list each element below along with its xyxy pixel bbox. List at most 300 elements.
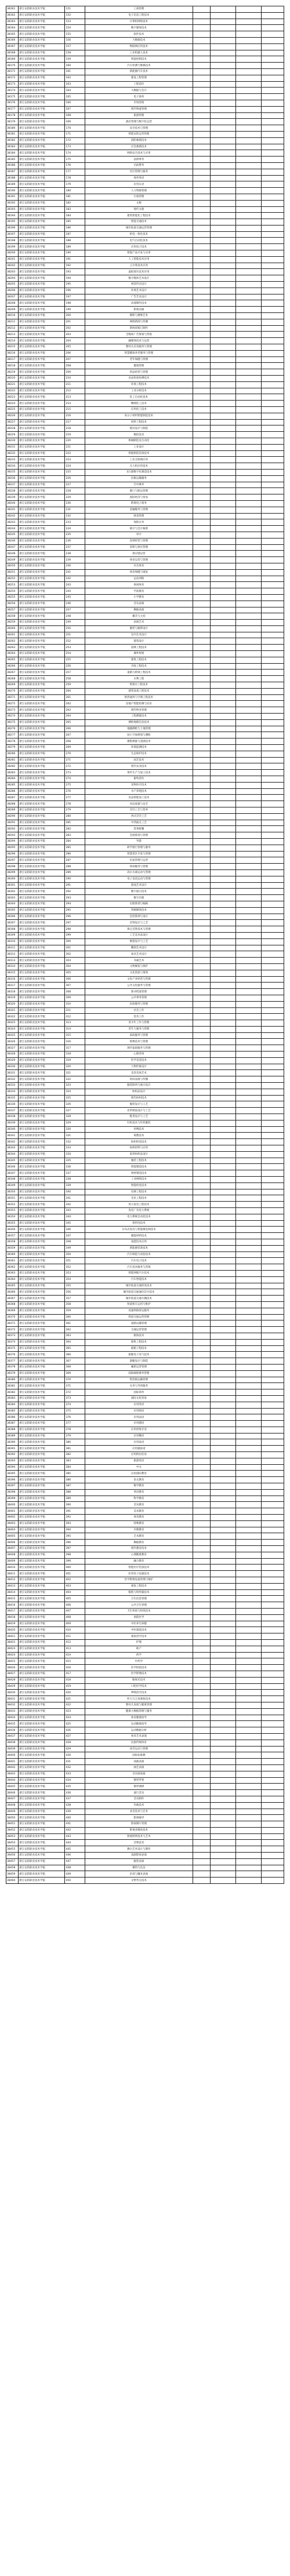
major-name-cell: 听力与言语康复技术 bbox=[85, 1696, 193, 1702]
major-code-cell: 281 bbox=[65, 820, 85, 826]
cutoff-score-cell bbox=[210, 1276, 235, 1283]
table-row bbox=[6, 726, 284, 732]
cutoff-score-cell bbox=[210, 19, 235, 25]
rank-cell bbox=[235, 6, 261, 13]
row-number-cell: 38324 bbox=[6, 1026, 19, 1032]
major-name-cell: 公共文化服务与管理 bbox=[85, 983, 193, 989]
row-number-cell: 38195 bbox=[6, 219, 19, 225]
row-number-cell: 38363 bbox=[6, 1270, 19, 1276]
major-code-cell: 155 bbox=[65, 31, 85, 38]
major-code-cell: 423 bbox=[65, 1708, 85, 1715]
remark-cell bbox=[261, 820, 284, 826]
major-name-cell: 应用英语 bbox=[85, 1402, 193, 1408]
remark-cell bbox=[261, 1759, 284, 1765]
cutoff-score-cell bbox=[210, 1658, 235, 1665]
major-code-cell: 389 bbox=[65, 1496, 85, 1502]
major-name-cell: 轮机工程技术 bbox=[85, 1339, 193, 1345]
remark-cell bbox=[261, 976, 284, 983]
cutoff-score-cell bbox=[210, 1583, 235, 1589]
institution-name-cell: 浙江安防职业技术学院 bbox=[19, 613, 65, 620]
plan-count-cell bbox=[193, 620, 210, 626]
major-code-cell: 424 bbox=[65, 1715, 85, 1721]
major-code-cell: 336 bbox=[65, 1164, 85, 1170]
table-row bbox=[6, 1170, 284, 1177]
plan-count-cell bbox=[193, 1496, 210, 1502]
plan-count-cell bbox=[193, 838, 210, 845]
major-name-cell: 智能制造技术 bbox=[85, 1164, 193, 1170]
table-row bbox=[6, 557, 284, 563]
rank-cell bbox=[235, 157, 261, 163]
institution-name-cell: 浙江安防职业技术学院 bbox=[19, 976, 65, 983]
rank-cell bbox=[235, 1245, 261, 1251]
table-row bbox=[6, 607, 284, 613]
plan-count-cell bbox=[193, 795, 210, 801]
table-row bbox=[6, 538, 284, 544]
institution-name-cell: 浙江安防职业技术学院 bbox=[19, 557, 65, 563]
row-number-cell: 38344 bbox=[6, 1151, 19, 1158]
rank-cell bbox=[235, 1721, 261, 1727]
plan-count-cell bbox=[193, 1752, 210, 1759]
table-row bbox=[6, 1289, 284, 1296]
cutoff-score-cell bbox=[210, 1677, 235, 1683]
plan-count-cell bbox=[193, 100, 210, 106]
plan-count-cell bbox=[193, 820, 210, 826]
major-code-cell: 320 bbox=[65, 1064, 85, 1070]
major-name-cell: 人物形象设计 bbox=[85, 1064, 193, 1070]
plan-count-cell bbox=[193, 607, 210, 613]
major-name-cell: 运动数据分析 bbox=[85, 1727, 193, 1734]
major-name-cell: 云计算技术应用 bbox=[85, 263, 193, 269]
table-row bbox=[6, 582, 284, 588]
remark-cell bbox=[261, 269, 284, 275]
remark-cell bbox=[261, 826, 284, 832]
cutoff-score-cell bbox=[210, 588, 235, 595]
major-code-cell: 156 bbox=[65, 37, 85, 43]
institution-name-cell: 浙江安防职业技术学院 bbox=[19, 1126, 65, 1133]
plan-count-cell bbox=[193, 325, 210, 332]
cutoff-score-cell bbox=[210, 594, 235, 601]
cutoff-score-cell bbox=[210, 1452, 235, 1458]
rank-cell bbox=[235, 588, 261, 595]
remark-cell bbox=[261, 1452, 284, 1458]
remark-cell bbox=[261, 1577, 284, 1584]
major-code-cell: 181 bbox=[65, 194, 85, 200]
rank-cell bbox=[235, 469, 261, 475]
institution-name-cell: 浙江安防职业技术学院 bbox=[19, 1533, 65, 1540]
cutoff-score-cell bbox=[210, 1646, 235, 1652]
remark-cell bbox=[261, 582, 284, 588]
remark-cell bbox=[261, 200, 284, 206]
row-number-cell: 38281 bbox=[6, 757, 19, 763]
table-row bbox=[6, 776, 284, 783]
plan-count-cell bbox=[193, 751, 210, 757]
major-code-cell: 285 bbox=[65, 845, 85, 851]
institution-name-cell: 浙江安防职业技术学院 bbox=[19, 864, 65, 870]
row-number-cell: 38304 bbox=[6, 901, 19, 907]
major-name-cell: 国际标准舞 bbox=[85, 1752, 193, 1759]
major-code-cell: 304 bbox=[65, 963, 85, 970]
table-row bbox=[6, 1589, 284, 1596]
table-row bbox=[6, 444, 284, 450]
major-name-cell: 文化创意与策划 bbox=[85, 970, 193, 976]
major-name-cell: 机电一体化技术 bbox=[85, 231, 193, 238]
row-number-cell: 38346 bbox=[6, 1164, 19, 1170]
row-number-cell: 38314 bbox=[6, 963, 19, 970]
major-code-cell: 214 bbox=[65, 401, 85, 407]
institution-name-cell: 浙江安防职业技术学院 bbox=[19, 75, 65, 81]
remark-cell bbox=[261, 1095, 284, 1101]
table-row bbox=[6, 1639, 284, 1646]
institution-name-cell: 浙江安防职业技术学院 bbox=[19, 1771, 65, 1777]
cutoff-score-cell bbox=[210, 670, 235, 676]
row-number-cell: 38381 bbox=[6, 1383, 19, 1389]
table-row bbox=[6, 1370, 284, 1377]
cutoff-score-cell bbox=[210, 1076, 235, 1083]
cutoff-score-cell bbox=[210, 1439, 235, 1446]
major-code-cell: 170 bbox=[65, 125, 85, 132]
major-name-cell: 工业互联网应用 bbox=[85, 457, 193, 463]
row-number-cell: 38173 bbox=[6, 81, 19, 88]
major-name-cell: 心理咨询 bbox=[85, 1051, 193, 1058]
major-name-cell: 集装箱运输管理 bbox=[85, 1377, 193, 1383]
major-code-cell: 190 bbox=[65, 250, 85, 257]
rank-cell bbox=[235, 1671, 261, 1677]
remark-cell bbox=[261, 1251, 284, 1258]
institution-name-cell: 浙江安防职业技术学院 bbox=[19, 1258, 65, 1264]
remark-cell bbox=[261, 363, 284, 369]
rank-cell bbox=[235, 325, 261, 332]
major-name-cell: 助产 bbox=[85, 1646, 193, 1652]
remark-cell bbox=[261, 169, 284, 175]
table-row bbox=[6, 1564, 284, 1571]
remark-cell bbox=[261, 263, 284, 269]
remark-cell bbox=[261, 1633, 284, 1640]
major-code-cell: 349 bbox=[65, 1245, 85, 1251]
major-name-cell: 陶瓷设计与工艺 bbox=[85, 938, 193, 945]
table-row bbox=[6, 1195, 284, 1202]
plan-count-cell bbox=[193, 81, 210, 88]
cutoff-score-cell bbox=[210, 325, 235, 332]
institution-name-cell: 浙江安防职业技术学院 bbox=[19, 1276, 65, 1283]
remark-cell bbox=[261, 1308, 284, 1314]
remark-cell bbox=[261, 1258, 284, 1264]
institution-name-cell: 浙江安防职业技术学院 bbox=[19, 307, 65, 313]
cutoff-score-cell bbox=[210, 1039, 235, 1045]
institution-name-cell: 浙江安防职业技术学院 bbox=[19, 1389, 65, 1396]
major-code-cell: 422 bbox=[65, 1702, 85, 1708]
row-number-cell: 38441 bbox=[6, 1759, 19, 1765]
major-code-cell: 260 bbox=[65, 688, 85, 694]
major-name-cell: 应急救援技术 bbox=[85, 144, 193, 150]
row-number-cell: 38176 bbox=[6, 100, 19, 106]
major-code-cell: 269 bbox=[65, 745, 85, 751]
major-name-cell: 铁道机车运用与维护 bbox=[85, 1301, 193, 1308]
major-name-cell: 新闻采编与制作 bbox=[85, 325, 193, 332]
institution-name-cell: 浙江安防职业技术学院 bbox=[19, 995, 65, 1001]
row-number-cell: 38223 bbox=[6, 394, 19, 401]
remark-cell bbox=[261, 369, 284, 376]
institution-name-cell: 浙江安防职业技术学院 bbox=[19, 1727, 65, 1734]
major-name-cell: 数学教育 bbox=[85, 1483, 193, 1490]
rank-cell bbox=[235, 1414, 261, 1421]
remark-cell bbox=[261, 682, 284, 689]
plan-count-cell bbox=[193, 238, 210, 244]
table-row bbox=[6, 1320, 284, 1327]
row-number-cell: 38362 bbox=[6, 1264, 19, 1271]
rank-cell bbox=[235, 181, 261, 188]
major-name-cell: 城乡规划 bbox=[85, 651, 193, 657]
institution-name-cell: 浙江安防职业技术学院 bbox=[19, 482, 65, 488]
cutoff-score-cell bbox=[210, 1233, 235, 1239]
remark-cell bbox=[261, 645, 284, 651]
table-row bbox=[6, 926, 284, 933]
major-code-cell: 323 bbox=[65, 1083, 85, 1089]
plan-count-cell bbox=[193, 1276, 210, 1283]
plan-count-cell bbox=[193, 162, 210, 169]
plan-count-cell bbox=[193, 557, 210, 563]
major-code-cell: 284 bbox=[65, 838, 85, 845]
rank-cell bbox=[235, 576, 261, 582]
remark-cell bbox=[261, 594, 284, 601]
major-code-cell: 438 bbox=[65, 1802, 85, 1809]
cutoff-score-cell bbox=[210, 544, 235, 551]
table-row bbox=[6, 194, 284, 200]
table-row bbox=[6, 1527, 284, 1533]
row-number-cell: 38290 bbox=[6, 813, 19, 820]
row-number-cell: 38268 bbox=[6, 676, 19, 682]
remark-cell bbox=[261, 1126, 284, 1133]
plan-count-cell bbox=[193, 989, 210, 995]
major-name-cell: 数控技术 bbox=[85, 432, 193, 438]
cutoff-score-cell bbox=[210, 1871, 235, 1878]
table-row bbox=[6, 1414, 284, 1421]
cutoff-score-cell bbox=[210, 625, 235, 632]
institution-name-cell: 浙江安防职业技术学院 bbox=[19, 1039, 65, 1045]
table-row bbox=[6, 1364, 284, 1370]
major-name-cell: 网络安全技术与应用 bbox=[85, 150, 193, 157]
institution-name-cell: 浙江安防职业技术学院 bbox=[19, 282, 65, 288]
rank-cell bbox=[235, 1283, 261, 1289]
cutoff-score-cell bbox=[210, 613, 235, 620]
major-code-cell: 234 bbox=[65, 526, 85, 532]
row-number-cell: 38299 bbox=[6, 869, 19, 876]
institution-name-cell: 浙江安防职业技术学院 bbox=[19, 31, 65, 38]
major-name-cell: 服装与服饰设计 bbox=[85, 625, 193, 632]
cutoff-score-cell bbox=[210, 895, 235, 901]
major-name-cell: 现代农业技术 bbox=[85, 763, 193, 770]
plan-count-cell bbox=[193, 1715, 210, 1721]
remark-cell bbox=[261, 801, 284, 807]
table-row bbox=[6, 1609, 284, 1615]
remark-cell bbox=[261, 1026, 284, 1032]
plan-count-cell bbox=[193, 1120, 210, 1126]
plan-count-cell bbox=[193, 1358, 210, 1365]
major-name-cell: 美术教育 bbox=[85, 1508, 193, 1515]
institution-name-cell: 浙江安防职业技术学院 bbox=[19, 175, 65, 181]
cutoff-score-cell bbox=[210, 401, 235, 407]
row-number-cell: 38230 bbox=[6, 438, 19, 444]
plan-count-cell bbox=[193, 150, 210, 157]
major-code-cell: 400 bbox=[65, 1564, 85, 1571]
table-row bbox=[6, 1064, 284, 1070]
remark-cell bbox=[261, 319, 284, 325]
remark-cell bbox=[261, 1571, 284, 1577]
cutoff-score-cell bbox=[210, 394, 235, 401]
row-number-cell: 38291 bbox=[6, 820, 19, 826]
plan-count-cell bbox=[193, 1214, 210, 1220]
cutoff-score-cell bbox=[210, 645, 235, 651]
cutoff-score-cell bbox=[210, 1552, 235, 1558]
cutoff-score-cell bbox=[210, 1496, 235, 1502]
cutoff-score-cell bbox=[210, 1345, 235, 1352]
major-code-cell: 166 bbox=[65, 100, 85, 106]
remark-cell bbox=[261, 507, 284, 513]
plan-count-cell bbox=[193, 1533, 210, 1540]
rank-cell bbox=[235, 269, 261, 275]
plan-count-cell bbox=[193, 951, 210, 958]
row-number-cell: 38413 bbox=[6, 1583, 19, 1589]
row-number-cell: 38407 bbox=[6, 1546, 19, 1552]
cutoff-score-cell bbox=[210, 1483, 235, 1490]
major-code-cell: 372 bbox=[65, 1389, 85, 1396]
table-row bbox=[6, 1633, 284, 1640]
row-number-cell: 38213 bbox=[6, 332, 19, 338]
rank-cell bbox=[235, 551, 261, 557]
remark-cell bbox=[261, 1158, 284, 1164]
table-row bbox=[6, 450, 284, 457]
cutoff-score-cell bbox=[210, 150, 235, 157]
major-code-cell: 440 bbox=[65, 1815, 85, 1821]
row-number-cell: 38415 bbox=[6, 1596, 19, 1602]
major-name-cell: 中文 bbox=[85, 1464, 193, 1471]
institution-name-cell: 浙江安防职业技术学院 bbox=[19, 401, 65, 407]
row-number-cell: 38243 bbox=[6, 519, 19, 526]
cutoff-score-cell bbox=[210, 657, 235, 663]
institution-name-cell: 浙江安防职业技术学院 bbox=[19, 1133, 65, 1139]
major-code-cell: 178 bbox=[65, 175, 85, 181]
remark-cell bbox=[261, 1671, 284, 1677]
major-name-cell: 茶叶生产与加工技术 bbox=[85, 770, 193, 776]
remark-cell bbox=[261, 719, 284, 726]
remark-cell bbox=[261, 1796, 284, 1802]
plan-count-cell bbox=[193, 1771, 210, 1777]
institution-name-cell: 浙江安防职业技术学院 bbox=[19, 1320, 65, 1327]
remark-cell bbox=[261, 807, 284, 814]
row-number-cell: 38292 bbox=[6, 826, 19, 832]
cutoff-score-cell bbox=[210, 976, 235, 983]
institution-name-cell: 浙江安防职业技术学院 bbox=[19, 1377, 65, 1383]
row-number-cell: 38401 bbox=[6, 1508, 19, 1515]
institution-name-cell: 浙江安防职业技术学院 bbox=[19, 694, 65, 701]
cutoff-score-cell bbox=[210, 676, 235, 682]
remark-cell bbox=[261, 694, 284, 701]
remark-cell bbox=[261, 244, 284, 250]
plan-count-cell bbox=[193, 1846, 210, 1853]
major-code-cell: 261 bbox=[65, 694, 85, 701]
institution-name-cell: 浙江安防职业技术学院 bbox=[19, 1596, 65, 1602]
major-code-cell: 339 bbox=[65, 1183, 85, 1189]
institution-name-cell: 浙江安防职业技术学院 bbox=[19, 751, 65, 757]
cutoff-score-cell bbox=[210, 1414, 235, 1421]
row-number-cell: 38375 bbox=[6, 1345, 19, 1352]
institution-name-cell: 浙江安防职业技术学院 bbox=[19, 770, 65, 776]
row-number-cell: 38429 bbox=[6, 1683, 19, 1690]
table-row bbox=[6, 732, 284, 738]
institution-name-cell: 浙江安防职业技术学院 bbox=[19, 1477, 65, 1483]
table-row bbox=[6, 1408, 284, 1414]
remark-cell bbox=[261, 1145, 284, 1152]
remark-cell bbox=[261, 1195, 284, 1202]
major-name-cell: 融合教育 bbox=[85, 1558, 193, 1564]
cutoff-score-cell bbox=[210, 432, 235, 438]
row-number-cell: 38204 bbox=[6, 275, 19, 282]
institution-name-cell: 浙江安防职业技术学院 bbox=[19, 1014, 65, 1020]
cutoff-score-cell bbox=[210, 25, 235, 31]
plan-count-cell bbox=[193, 450, 210, 457]
row-number-cell: 38202 bbox=[6, 263, 19, 269]
remark-cell bbox=[261, 851, 284, 857]
cutoff-score-cell bbox=[210, 1301, 235, 1308]
remark-cell bbox=[261, 1177, 284, 1183]
cutoff-score-cell bbox=[210, 1752, 235, 1759]
major-name-cell: 连锁经营与管理 bbox=[85, 538, 193, 544]
plan-count-cell bbox=[193, 200, 210, 206]
rank-cell bbox=[235, 19, 261, 25]
rank-cell bbox=[235, 1696, 261, 1702]
institution-name-cell: 浙江安防职业技术学院 bbox=[19, 1790, 65, 1796]
rank-cell bbox=[235, 1258, 261, 1264]
row-number-cell: 38205 bbox=[6, 282, 19, 288]
table-row bbox=[6, 1520, 284, 1527]
row-number-cell: 38308 bbox=[6, 926, 19, 933]
rank-cell bbox=[235, 1214, 261, 1220]
table-row bbox=[6, 1089, 284, 1095]
cutoff-score-cell bbox=[210, 1571, 235, 1577]
table-row bbox=[6, 219, 284, 225]
plan-count-cell bbox=[193, 958, 210, 964]
plan-count-cell bbox=[193, 1377, 210, 1383]
cutoff-score-cell bbox=[210, 1220, 235, 1227]
major-code-cell: 407 bbox=[65, 1609, 85, 1615]
remark-cell bbox=[261, 1189, 284, 1195]
row-number-cell: 38343 bbox=[6, 1145, 19, 1152]
cutoff-score-cell bbox=[210, 1540, 235, 1546]
row-number-cell: 38366 bbox=[6, 1289, 19, 1296]
major-code-cell: 256 bbox=[65, 663, 85, 670]
cutoff-score-cell bbox=[210, 1320, 235, 1327]
major-name-cell: 老年人服务与管理 bbox=[85, 1026, 193, 1032]
institution-name-cell: 浙江安防职业技术学院 bbox=[19, 1095, 65, 1101]
table-row bbox=[6, 1777, 284, 1784]
table-row bbox=[6, 682, 284, 689]
cutoff-score-cell bbox=[210, 1721, 235, 1727]
institution-name-cell: 浙江安防职业技术学院 bbox=[19, 1639, 65, 1646]
remark-cell bbox=[261, 1352, 284, 1358]
cutoff-score-cell bbox=[210, 1183, 235, 1189]
rank-cell bbox=[235, 1395, 261, 1402]
rank-cell bbox=[235, 920, 261, 926]
remark-cell bbox=[261, 1414, 284, 1421]
rank-cell bbox=[235, 1427, 261, 1433]
cutoff-score-cell bbox=[210, 307, 235, 313]
major-code-cell: 335 bbox=[65, 1158, 85, 1164]
rank-cell bbox=[235, 1120, 261, 1126]
plan-count-cell bbox=[193, 1101, 210, 1108]
major-name-cell: 社区管理与服务 bbox=[85, 169, 193, 175]
cutoff-score-cell bbox=[210, 1727, 235, 1734]
cutoff-score-cell bbox=[210, 1195, 235, 1202]
cutoff-score-cell bbox=[210, 582, 235, 588]
